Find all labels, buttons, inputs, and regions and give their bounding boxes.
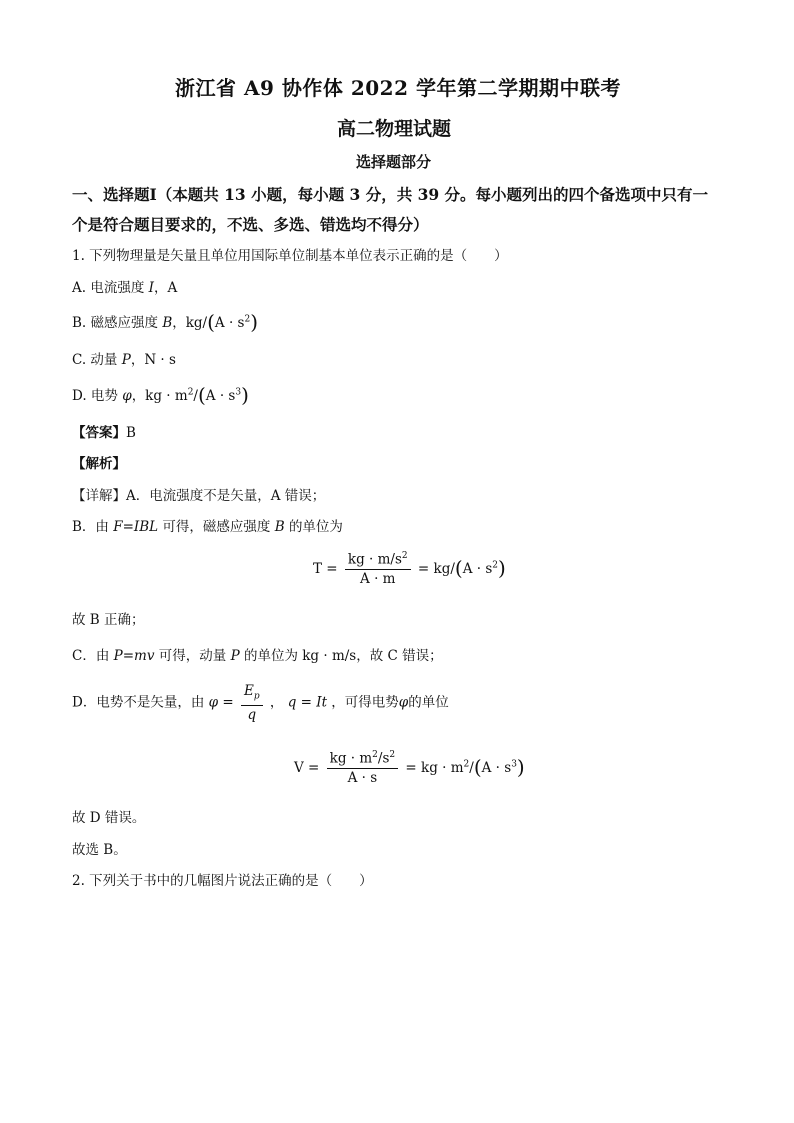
paren-close: )	[516, 755, 525, 780]
question-2-stem: 2. 下列关于书中的几幅图片说法正确的是（ ）	[72, 873, 373, 889]
eq1-left: T =	[313, 561, 338, 578]
section1-heading-line2: 个是符合题目要求的，不选、多选、错选均不得分）	[72, 215, 429, 234]
eq2-paren: A · s	[481, 760, 512, 777]
eq1-denominator: A · m	[360, 571, 396, 588]
d-prefix: D．电势不是矢量，由	[72, 694, 205, 711]
option-d-paren: A · s	[205, 388, 236, 404]
final-answer: 故选 B。	[72, 842, 127, 858]
option-b	[72, 310, 258, 334]
c-unit: kg · m/s	[302, 648, 357, 664]
superscript: 2	[372, 750, 378, 760]
d-suffix2: 的单位	[408, 694, 449, 711]
c-mid: 可得，动量	[158, 648, 227, 664]
eq1-right: = kg/	[417, 561, 455, 578]
exam-title: 浙江省 A9 协作体 2022 学年第二学期期中联考	[175, 76, 621, 100]
option-c-var: P	[121, 352, 131, 368]
d-fraction	[241, 684, 263, 722]
d-conclusion: 故 D 错误。	[72, 810, 146, 826]
eq2-left: V =	[294, 760, 320, 777]
option-c-prefix: C. 动量	[72, 352, 118, 368]
b-suffix: 的单位为	[288, 519, 343, 535]
superscript: 2	[463, 759, 470, 770]
d-phi: φ =	[208, 694, 234, 711]
exam-subtitle: 高二物理试题	[337, 118, 452, 140]
d-denominator: q	[247, 706, 257, 723]
d-numerator: E	[243, 683, 254, 699]
superscript: 2	[401, 551, 408, 561]
eq1-fraction	[345, 552, 411, 587]
c-prefix: C．由	[72, 648, 110, 664]
option-d-var: φ	[122, 388, 132, 404]
option-d	[72, 383, 249, 407]
paren-open: (	[473, 755, 482, 780]
b-conclusion: 故 B 正确；	[72, 612, 145, 628]
eq2-fraction	[327, 751, 398, 786]
paren-open: (	[454, 556, 463, 581]
b-mid: 可得，磁感应强度	[162, 519, 271, 535]
answer-line	[72, 421, 136, 441]
paren-open: (	[197, 383, 206, 407]
d-suffix: ，可得电势	[331, 694, 399, 711]
option-b-prefix: B. 磁感应强度	[72, 315, 159, 331]
option-a-var: I	[148, 280, 154, 296]
eq2-numerator: kg · m	[329, 750, 373, 767]
eq2-numerator2: /s	[377, 750, 390, 767]
c-suffix: ，故 C 错误；	[356, 648, 443, 664]
option-a-prefix: A. 电流强度	[72, 280, 145, 296]
superscript: 2	[187, 387, 194, 398]
option-d-unit2: /	[193, 388, 198, 404]
option-b-paren: A · s	[214, 315, 245, 331]
option-d-prefix: D. 电势	[72, 388, 118, 404]
detail-line-b	[72, 515, 343, 535]
paren-close: )	[250, 310, 259, 334]
c-mid2: 的单位为	[243, 648, 298, 664]
option-b-unit: ，kg/	[172, 315, 208, 331]
section1-heading-line1: 一、选择题Ⅰ（本题共 13 小题，每小题 3 分，共 39 分。每小题列出的四个备选项中只有一	[72, 185, 709, 204]
option-c	[72, 348, 176, 368]
detail-line-a: 【详解】A．电流强度不是矢量，A 错误；	[72, 488, 326, 504]
b-formula: F=IBL	[113, 519, 159, 535]
option-a-unit: ，A	[153, 280, 178, 296]
superscript: 3	[235, 387, 242, 398]
answer-label: 【答案】	[72, 425, 126, 441]
equation-tesla	[313, 552, 506, 587]
equation-volt	[294, 751, 525, 786]
option-b-var: B	[162, 315, 173, 331]
question-1-stem: 1. 下列物理量是矢量且单位用国际单位制基本单位表示正确的是（ ）	[72, 248, 508, 264]
d-var: φ	[398, 694, 409, 711]
d-sep: ，	[269, 694, 284, 711]
part-heading: 选择题部分	[356, 153, 432, 171]
superscript: 2	[244, 314, 251, 325]
eq1-paren: A · s	[462, 561, 493, 578]
paren-close: )	[498, 556, 506, 581]
c-formula: P=mv	[113, 648, 155, 664]
option-c-unit: ，N · s	[130, 352, 176, 368]
b-prefix: B．由	[72, 519, 109, 535]
eq2-denominator: A · s	[347, 770, 378, 787]
answer-value: B	[126, 425, 136, 441]
c-var: P	[230, 648, 240, 664]
detail-line-d	[72, 684, 449, 722]
eq2-right: = kg · m	[405, 760, 464, 777]
eq1-numerator: kg · m/s	[347, 551, 402, 568]
option-a	[72, 276, 177, 296]
b-var: B	[274, 519, 285, 535]
paren-close: )	[241, 383, 249, 407]
superscript: 2	[492, 560, 499, 571]
superscript: 2	[389, 750, 396, 760]
option-d-unit: ，kg · m	[131, 388, 188, 404]
detail-line-c	[72, 644, 443, 664]
superscript: 3	[511, 759, 517, 770]
eq2-right2: /	[469, 760, 474, 777]
d-q-formula: q = It	[287, 694, 327, 711]
analysis-label: 【解析】	[72, 456, 126, 472]
paren-open: (	[207, 310, 215, 334]
d-numerator-sub: p	[253, 691, 260, 702]
